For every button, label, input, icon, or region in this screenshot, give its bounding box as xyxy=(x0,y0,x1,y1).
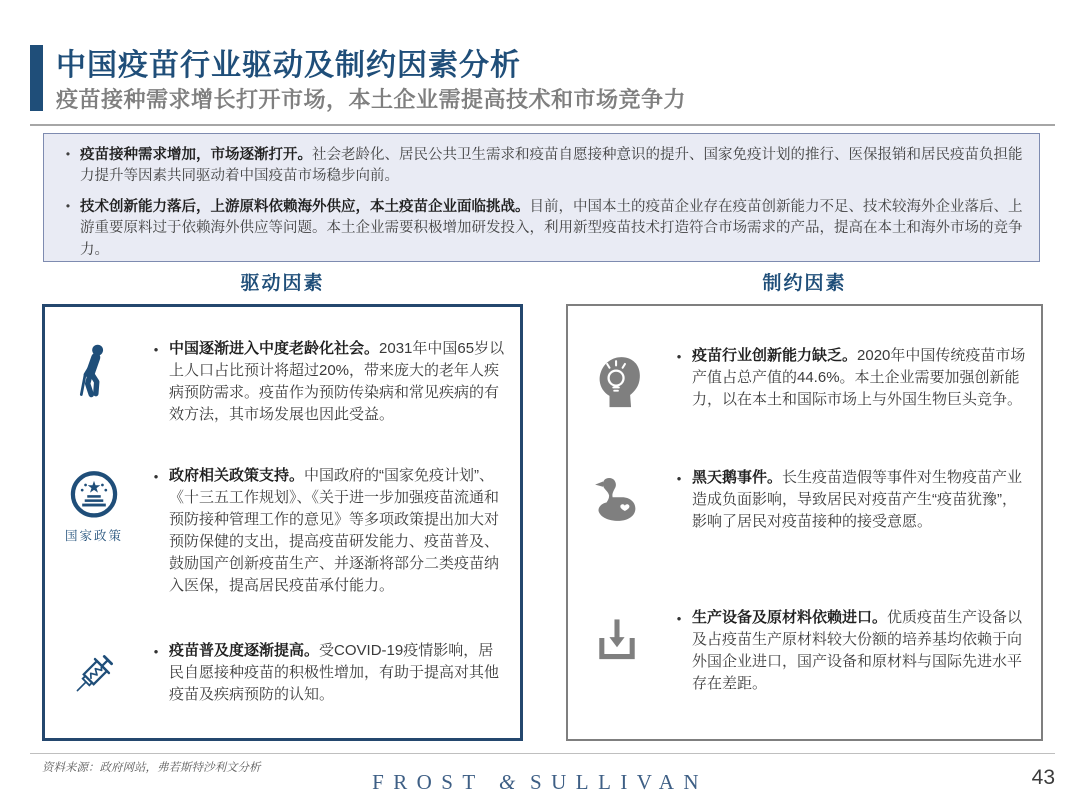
import-icon xyxy=(568,607,666,665)
constraint-item-black-swan xyxy=(568,467,1041,533)
summary-bullet-lead: 疫苗接种需求增加，市场逐渐打开。 xyxy=(80,147,312,163)
constraint-item-lead: 疫苗行业创新能力缺乏。 xyxy=(692,347,858,364)
source-note: 资料来源：政府网站，弗若斯特沙利文分析 xyxy=(42,762,261,774)
constraint-item-text xyxy=(692,607,1041,695)
bullet-dot-icon xyxy=(666,467,692,486)
constraint-item-body: 优质疫苗生产设备以及占疫苗生产原材料较大份额的培养基均依赖于向外国企业进口，国产设备和原材料与国际先进水平存在差距。 xyxy=(692,609,1023,692)
summary-bullet-lead: 技术创新能力落后，上游原料依赖海外供应，本土疫苗企业面临挑战。 xyxy=(80,198,530,215)
bullet-dot-icon xyxy=(56,145,80,188)
constraint-item-innovation xyxy=(568,345,1041,411)
driver-item-policy xyxy=(45,465,520,597)
constraint-item-lead: 黑天鹅事件。 xyxy=(692,469,783,486)
constraint-item-lead: 生产设备及原材料依赖进口。 xyxy=(692,609,888,626)
summary-box xyxy=(43,133,1040,262)
bullet-dot-icon xyxy=(56,197,80,261)
page-title: 中国疫苗行业驱动及制约因素分析 xyxy=(56,49,521,82)
constraint-item-body: 长生疫苗造假等事件对生物疫苗产业造成负面影响，导致居民对疫苗产生“疫苗犹豫”，影响了居民对疫苗接种的接受意愿。 xyxy=(692,469,1023,530)
constraint-item-imports xyxy=(568,607,1041,695)
summary-bullet-text xyxy=(80,145,1023,188)
bullet-dot-icon xyxy=(666,345,692,364)
bullet-dot-icon xyxy=(666,607,692,626)
summary-bullet xyxy=(56,145,1023,188)
driver-item-lead: 中国逐渐进入中度老龄化社会。 xyxy=(169,340,380,357)
black-swan-icon xyxy=(568,467,666,527)
logo-ampersand: & xyxy=(499,770,516,794)
driver-item-body: 中国政府的“国家免疫计划”、《十三五工作规划》、《关于进一步加强疫苗流通和预防接种管理工作的意见》等多项政策提出加大对预防保健的支出，提高疫苗研发能力、疫苗普及、鼓励国产创新疫苗生产、并逐渐将部分二类疫苗纳入医保，提高居民疫苗承付能力。 xyxy=(169,467,500,594)
elderly-person-icon xyxy=(45,338,143,400)
driver-item-body: 受COVID-19疫情影响，居民自愿接种疫苗的积极性增加，有助于提高对其他疫苗及疾病预防的认知。 xyxy=(169,642,500,703)
driver-item-text xyxy=(169,338,520,426)
bullet-dot-icon xyxy=(143,338,169,357)
page-number: 43 xyxy=(1031,766,1055,789)
driver-item-text xyxy=(169,465,520,597)
bullet-dot-icon xyxy=(143,640,169,659)
summary-bullet xyxy=(56,197,1023,261)
drivers-box xyxy=(42,304,523,741)
driver-item-text xyxy=(169,640,520,706)
summary-bullet-body: 目前，中国本土的疫苗企业存在疫苗创新能力不足、技术较海外企业落后、上游重要原料过于依赖海外供应等问题。本土企业需要积极增加研发投入，利用新型疫苗技术打造符合市场需求的产品，提高在本土和海外市场的竞争力。 xyxy=(80,198,1023,258)
driver-item-aging xyxy=(45,338,520,426)
driver-item-adoption xyxy=(45,640,520,706)
constraints-box xyxy=(566,304,1043,741)
innovation-head-bulb-icon xyxy=(568,345,666,409)
national-policy-emblem-icon xyxy=(45,465,143,544)
constraint-item-text xyxy=(692,345,1041,411)
constraint-item-text xyxy=(692,467,1041,533)
driver-item-lead: 疫苗普及度逐渐提高。 xyxy=(169,642,320,659)
summary-bullet-body: 社会老龄化、居民公共卫生需求和疫苗自愿接种意识的提升、国家免疫计划的推行、医保报销和居民疫苗负担能力提升等因素共同驱动着中国疫苗市场稳步向前。 xyxy=(80,147,1023,185)
page-subtitle: 疫苗接种需求增长打开市场，本土企业需提高技术和市场竞争力 xyxy=(56,87,687,112)
title-accent-bar xyxy=(30,45,43,111)
frost-sullivan-logo xyxy=(0,770,1080,795)
policy-icon-caption: 国家政策 xyxy=(64,529,123,543)
syringe-icon xyxy=(45,640,143,704)
logo-frost: FROST xyxy=(372,770,485,794)
header-divider xyxy=(30,124,1055,126)
logo-sullivan: SULLIVAN xyxy=(530,770,708,794)
driver-item-lead: 政府相关政策支持。 xyxy=(169,467,305,484)
bullet-dot-icon xyxy=(143,465,169,484)
drivers-heading: 驱动因素 xyxy=(240,273,325,294)
driver-item-body: 2031年中国65岁以上人口占比预计将超过20%，带来庞大的老年人疾病预防需求。疫苗作为预防传染病和常见疾病的有效方法，其市场发展也因此受益。 xyxy=(169,340,505,423)
footer-divider xyxy=(30,753,1055,754)
constraints-heading: 制约因素 xyxy=(762,273,847,294)
constraint-item-body: 2020年中国传统疫苗市场产值占总产值的44.6%。本土企业需要加强创新能力，以在本土和国际市场上与外国生物巨头竞争。 xyxy=(692,347,1026,408)
summary-bullet-text xyxy=(80,197,1023,261)
